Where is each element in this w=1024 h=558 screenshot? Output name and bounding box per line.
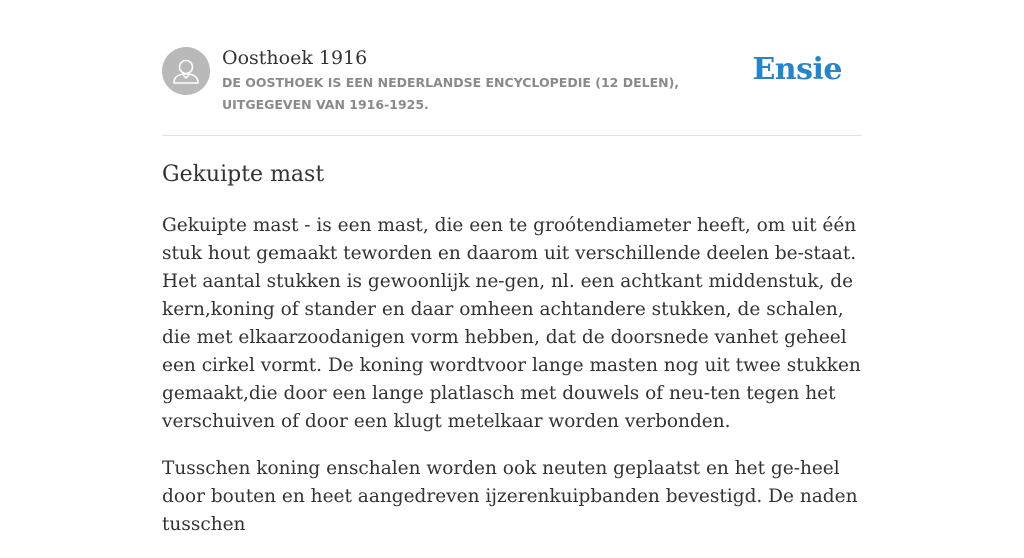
article-title: Gekuipte mast: [162, 162, 325, 187]
source-header: [162, 0, 862, 136]
ensie-logo[interactable]: Ensie: [752, 52, 842, 87]
page-container: [162, 0, 862, 535]
source-title[interactable]: Oosthoek 1916: [222, 47, 368, 69]
article-body: [162, 212, 866, 558]
user-icon: [162, 47, 210, 95]
source-avatar[interactable]: [162, 47, 210, 95]
article-paragraph: Tusschen koning enschalen worden ook neuten geplaatst en het ge-heel door bouten en heet aangedreven ijzerenkuipbanden bevestigd. De naden tusschen: [162, 458, 858, 535]
article-paragraph: Gekuipte mast - is een mast, die een te groótendiameter heeft, om uit één stuk hout gemaakt teworden en daarom uit verschillende deelen be-staat. Het aantal stukken is gewoonlijk ne-gen, nl. een achtkant middenstuk, de kern,koning of stander en daar omheen achtandere stukken, de schalen, die met elkaarzoodanigen vorm hebben, dat de doorsnede vanhet geheel een cirkel vormt. De koning wordtvoor lange masten nog uit twee stukken gemaakt,die door een lange platlasch met douwels of neu-ten tegen het verschuiven of door een klugt metelkaar worden verbonden.: [162, 215, 861, 432]
source-description: DE OOSTHOEK IS EEN NEDERLANDSE ENCYCLOPEDIE (12 DELEN), UITGEGEVEN VAN 1916-1925.: [222, 75, 680, 112]
source-info: [222, 46, 762, 116]
